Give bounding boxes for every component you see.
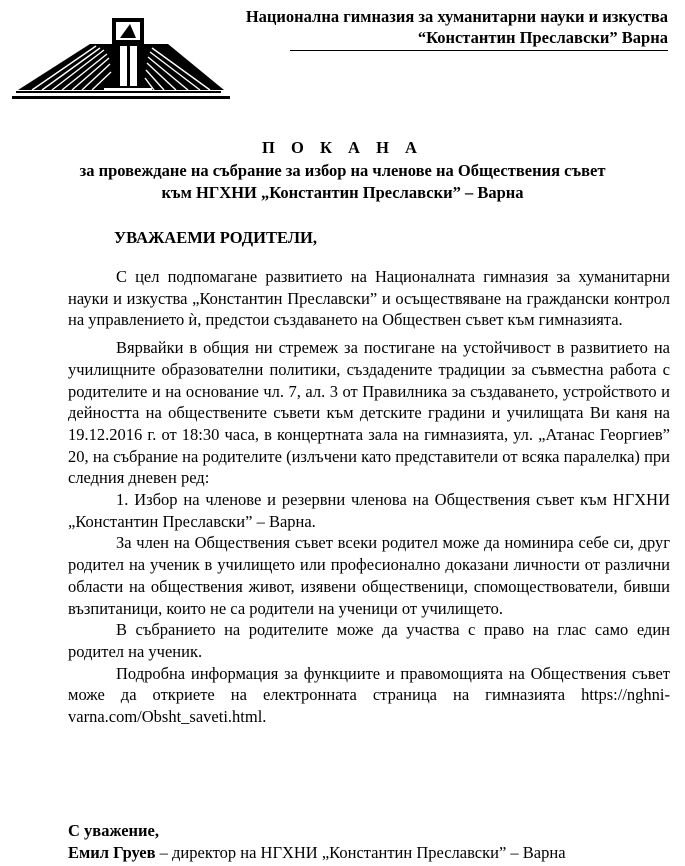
school-building-logo <box>12 10 230 100</box>
invitation-subtitle <box>0 160 685 204</box>
signer-role: – директор на НГХНИ „Константин Преславски” – Варна <box>155 843 566 862</box>
paragraph-voting: В събранието на родителите може да участва с право на глас само един родител на ученик. <box>68 620 670 661</box>
invitation-subtitle-line-2: към НГХНИ „Константин Преславски” – Варна <box>161 183 524 202</box>
school-name-line-1: Национална гимназия за хуманитарни науки и изкуства <box>245 7 668 26</box>
header-divider <box>290 50 668 51</box>
school-name-line-2: “Константин Преславски” Варна <box>417 28 668 47</box>
signature-line <box>68 842 670 864</box>
closing <box>68 820 670 864</box>
letter-body <box>68 266 670 728</box>
school-building-logo-icon <box>12 10 230 100</box>
paragraph-purpose: С цел подпомагане развитието на Националната гимназия за хуманитарни науки и изкуства „Константин Преславски” и осъществяване на граждански контрол на управлението ѝ, предстои създаването на Обществен съвет към гимназията. <box>68 267 670 330</box>
school-name <box>236 6 668 48</box>
paragraph-invitation: Вярвайки в общия ни стремеж за постигане на устойчивост в развитието на училищните образователни политики, създадените традиции за съвместна работа с родителите и на основание чл. 7, ал. 3 от Правилника за създаването, устройството и дейността на обществените съвети към детските градини и училищата Ви каня на 19.12.2016 г. от 18:30 часа, в концертната зала на гимназията, ул. „Атанас Георгиев” 20, на събрание на родителите (излъчени като представители от всяка паралелка) при следния дневен ред: <box>68 338 670 488</box>
paragraph-more-info: Подробна информация за функциите и правомощията на Обществения съвет може да откриете на електронната страница на гимназията https://nghni-varna.com/Obsht_saveti.html. <box>68 663 670 727</box>
signer-name: Емил Груев <box>68 843 156 862</box>
paragraph-nomination: За член на Обществения съвет всеки родител може да номинира себе си, друг родител на ученик в училището или професионално доказани личности от различни области на обществения живот, изявени общественици, спомоществователи, бивши възпитаници, които не са родители на ученици от училището. <box>68 533 670 618</box>
invitation-title: П О К А Н А <box>262 138 423 157</box>
closing-regards: С уважение, <box>68 821 159 840</box>
invitation-subtitle-line-1: за провеждане на събрание за избор на членове на Обществения съвет <box>79 161 606 180</box>
greeting: УВАЖАЕМИ РОДИТЕЛИ, <box>114 228 317 247</box>
agenda-item-1: 1. Избор на членове и резервни членова на Обществения съвет към НГХНИ „Константин Преславски” – Варна. <box>68 490 670 531</box>
